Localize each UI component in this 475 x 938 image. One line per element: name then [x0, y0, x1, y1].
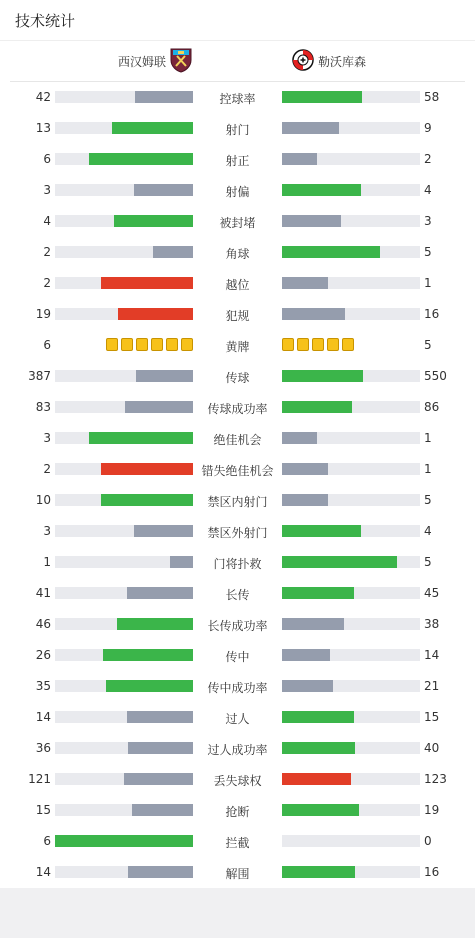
away-value: 16 [424, 865, 440, 879]
yellow-card-icon [297, 338, 309, 351]
away-bar-track [282, 773, 420, 785]
home-bar-fill [101, 463, 193, 475]
home-bar-fill [89, 153, 193, 165]
stat-row [0, 298, 475, 329]
home-value: 6 [43, 834, 51, 848]
away-bar-fill [282, 215, 341, 227]
home-bar-fill [127, 711, 193, 723]
away-bar-fill [282, 742, 355, 754]
away-bar-fill [282, 246, 380, 258]
away-bar-fill [282, 804, 359, 816]
home-value: 3 [43, 183, 51, 197]
away-value: 1 [424, 462, 432, 476]
home-bar-fill [114, 215, 193, 227]
stat-label: 角球 [225, 247, 250, 261]
away-value: 38 [424, 617, 440, 631]
yellow-card-icon [181, 338, 193, 351]
away-bar-track [282, 587, 420, 599]
home-bar-fill [128, 742, 193, 754]
away-bar-track [282, 835, 420, 847]
home-value: 14 [35, 865, 51, 879]
away-value: 9 [424, 121, 432, 135]
stat-row [0, 484, 475, 515]
home-bar-track [55, 215, 193, 227]
stat-row [0, 639, 475, 670]
away-bar-fill [282, 122, 339, 134]
stat-row [0, 670, 475, 701]
stat-label: 长传成功率 [207, 619, 268, 633]
away-value: 5 [424, 245, 432, 259]
stats-list [0, 81, 475, 887]
away-bar-track [282, 463, 420, 475]
away-bar-track [282, 308, 420, 320]
home-bar-fill [89, 432, 193, 444]
home-bar-track [55, 246, 193, 258]
stat-label: 黄牌 [225, 340, 250, 354]
home-value: 387 [28, 369, 51, 383]
home-bar-track [55, 277, 193, 289]
away-value: 1 [424, 431, 432, 445]
stat-label: 控球率 [219, 92, 256, 106]
away-bar-track [282, 370, 420, 382]
home-value: 121 [28, 772, 51, 786]
away-bar-fill [282, 463, 328, 475]
away-bar-track [282, 742, 420, 754]
away-bar-fill [282, 587, 354, 599]
stat-row [0, 825, 475, 856]
stat-row [0, 205, 475, 236]
away-bar-fill [282, 711, 354, 723]
away-bar-track [282, 649, 420, 661]
home-value: 35 [35, 679, 51, 693]
home-team-name: 西汉姆联 [118, 54, 167, 69]
home-value: 42 [35, 90, 51, 104]
away-value: 40 [424, 741, 440, 755]
away-value: 0 [424, 834, 432, 848]
home-value: 41 [35, 586, 51, 600]
home-team[interactable] [118, 41, 196, 81]
away-bar-track [282, 804, 420, 816]
home-bar-track [55, 153, 193, 165]
stat-label: 过人成功率 [207, 743, 268, 757]
stat-row [0, 608, 475, 639]
home-value: 3 [43, 524, 51, 538]
stat-label: 过人 [225, 712, 250, 726]
away-value: 5 [424, 338, 432, 352]
leverkusen-crest-icon [292, 49, 314, 74]
away-bar-fill [282, 277, 328, 289]
home-bar-track [55, 618, 193, 630]
stat-label: 射偏 [225, 185, 250, 199]
home-value: 15 [35, 803, 51, 817]
home-bar-track [55, 432, 193, 444]
away-value: 19 [424, 803, 440, 817]
away-bar-fill [282, 370, 363, 382]
home-bar-fill [170, 556, 193, 568]
stat-row [0, 267, 475, 298]
away-bar-track [282, 277, 420, 289]
west-ham-crest-icon [170, 47, 192, 76]
away-value: 58 [424, 90, 440, 104]
stat-row [0, 112, 475, 143]
stat-label: 越位 [225, 278, 250, 292]
away-team-name: 勒沃库森 [318, 54, 367, 69]
home-value: 6 [43, 338, 51, 352]
home-value: 83 [35, 400, 51, 414]
away-bar-track [282, 246, 420, 258]
home-bar-track [55, 711, 193, 723]
home-value: 6 [43, 152, 51, 166]
yellow-card-icon [151, 338, 163, 351]
away-value: 4 [424, 524, 432, 538]
away-bar-fill [282, 649, 330, 661]
away-bar-track [282, 556, 420, 568]
stat-label: 被封堵 [219, 216, 256, 230]
yellow-card-icon [121, 338, 133, 351]
home-bar-track [55, 122, 193, 134]
away-bar-fill [282, 773, 351, 785]
away-value: 4 [424, 183, 432, 197]
stat-label: 禁区外射门 [207, 526, 268, 540]
home-value: 2 [43, 245, 51, 259]
away-bar-track [282, 184, 420, 196]
stat-label: 犯规 [225, 309, 250, 323]
home-bar-track [55, 835, 193, 847]
home-yellow-cards [106, 338, 193, 351]
home-bar-track [55, 494, 193, 506]
home-value: 14 [35, 710, 51, 724]
away-bar-fill [282, 680, 333, 692]
away-bar-track [282, 494, 420, 506]
stat-row [0, 143, 475, 174]
away-bar-track [282, 680, 420, 692]
away-bar-track [282, 866, 420, 878]
stat-label: 射门 [225, 123, 250, 137]
home-value: 13 [35, 121, 51, 135]
away-value: 15 [424, 710, 440, 724]
stat-row [0, 422, 475, 453]
away-value: 2 [424, 152, 432, 166]
home-bar-track [55, 773, 193, 785]
stat-row [0, 360, 475, 391]
stat-row [0, 236, 475, 267]
stat-row [0, 701, 475, 732]
away-team[interactable] [288, 41, 366, 81]
stat-label: 射正 [225, 154, 250, 168]
stat-row [0, 763, 475, 794]
page-title: 技术统计 [15, 11, 76, 30]
away-value: 1 [424, 276, 432, 290]
away-bar-track [282, 153, 420, 165]
away-value: 86 [424, 400, 440, 414]
stat-label: 解围 [225, 867, 250, 881]
yellow-card-icon [312, 338, 324, 351]
home-bar-fill [106, 680, 193, 692]
away-value: 550 [424, 369, 447, 383]
home-value: 46 [35, 617, 51, 631]
home-bar-fill [117, 618, 193, 630]
home-bar-fill [101, 494, 193, 506]
away-bar-fill [282, 184, 361, 196]
home-bar-fill [128, 866, 193, 878]
home-bar-fill [132, 804, 193, 816]
stat-label: 门将扑救 [213, 557, 262, 571]
away-bar-fill [282, 525, 361, 537]
home-value: 1 [43, 555, 51, 569]
away-bar-track [282, 401, 420, 413]
home-bar-track [55, 401, 193, 413]
away-bar-fill [282, 401, 352, 413]
stat-row [0, 577, 475, 608]
home-value: 3 [43, 431, 51, 445]
home-bar-fill [153, 246, 193, 258]
home-bar-fill [135, 91, 193, 103]
home-value: 19 [35, 307, 51, 321]
away-bar-fill [282, 91, 362, 103]
stat-row [0, 546, 475, 577]
stat-label: 拦截 [225, 836, 250, 850]
away-bar-track [282, 432, 420, 444]
stats-header [0, 0, 475, 41]
home-value: 2 [43, 276, 51, 290]
away-value: 45 [424, 586, 440, 600]
stat-row [0, 515, 475, 546]
home-bar-fill [103, 649, 193, 661]
home-bar-fill [118, 308, 193, 320]
home-bar-fill [134, 184, 193, 196]
stat-row [0, 81, 475, 112]
stat-label: 长传 [225, 588, 250, 602]
home-bar-fill [134, 525, 193, 537]
yellow-card-icon [342, 338, 354, 351]
stat-label: 绝佳机会 [213, 433, 262, 447]
home-bar-fill [125, 401, 193, 413]
home-bar-track [55, 184, 193, 196]
away-bar-fill [282, 494, 328, 506]
away-bar-track [282, 525, 420, 537]
away-value: 123 [424, 772, 447, 786]
stat-label: 抢断 [225, 805, 250, 819]
home-bar-fill [112, 122, 193, 134]
away-bar-track [282, 618, 420, 630]
home-bar-track [55, 308, 193, 320]
stat-label: 传中 [225, 650, 250, 664]
stat-label: 传中成功率 [207, 681, 268, 695]
stat-row [0, 453, 475, 484]
home-bar-fill [127, 587, 193, 599]
yellow-card-icon [166, 338, 178, 351]
home-value: 4 [43, 214, 51, 228]
home-bar-fill [124, 773, 193, 785]
home-value: 2 [43, 462, 51, 476]
home-bar-fill [136, 370, 193, 382]
home-bar-fill [101, 277, 193, 289]
stat-row [0, 174, 475, 205]
away-bar-fill [282, 432, 317, 444]
stat-row [0, 794, 475, 825]
away-bar-track [282, 215, 420, 227]
home-value: 36 [35, 741, 51, 755]
stat-label: 禁区内射门 [207, 495, 268, 509]
away-value: 3 [424, 214, 432, 228]
stat-label: 传球成功率 [207, 402, 268, 416]
home-bar-track [55, 742, 193, 754]
away-value: 16 [424, 307, 440, 321]
away-bar-fill [282, 618, 344, 630]
away-value: 21 [424, 679, 440, 693]
away-value: 14 [424, 648, 440, 662]
stat-label: 传球 [225, 371, 250, 385]
home-bar-track [55, 525, 193, 537]
yellow-card-icon [106, 338, 118, 351]
home-bar-track [55, 866, 193, 878]
home-bar-track [55, 370, 193, 382]
home-bar-fill [55, 835, 193, 847]
yellow-card-icon [327, 338, 339, 351]
home-bar-track [55, 680, 193, 692]
stat-row [0, 391, 475, 422]
stat-row [0, 856, 475, 887]
away-bar-track [282, 91, 420, 103]
teams-header [10, 41, 465, 82]
home-bar-track [55, 804, 193, 816]
yellow-card-icon [282, 338, 294, 351]
yellow-card-icon [136, 338, 148, 351]
away-bar-track [282, 122, 420, 134]
home-bar-track [55, 463, 193, 475]
away-bar-fill [282, 556, 397, 568]
away-bar-fill [282, 153, 317, 165]
away-value: 5 [424, 493, 432, 507]
home-bar-track [55, 587, 193, 599]
away-bar-track [282, 711, 420, 723]
home-value: 26 [35, 648, 51, 662]
away-bar-fill [282, 866, 355, 878]
away-value: 5 [424, 555, 432, 569]
away-yellow-cards [282, 338, 354, 351]
home-bar-track [55, 556, 193, 568]
home-bar-track [55, 91, 193, 103]
stat-label: 丢失球权 [213, 774, 262, 788]
stat-label: 错失绝佳机会 [201, 464, 274, 478]
home-value: 10 [35, 493, 51, 507]
away-bar-fill [282, 308, 345, 320]
stat-row [0, 732, 475, 763]
stat-row [0, 329, 475, 360]
home-bar-track [55, 649, 193, 661]
